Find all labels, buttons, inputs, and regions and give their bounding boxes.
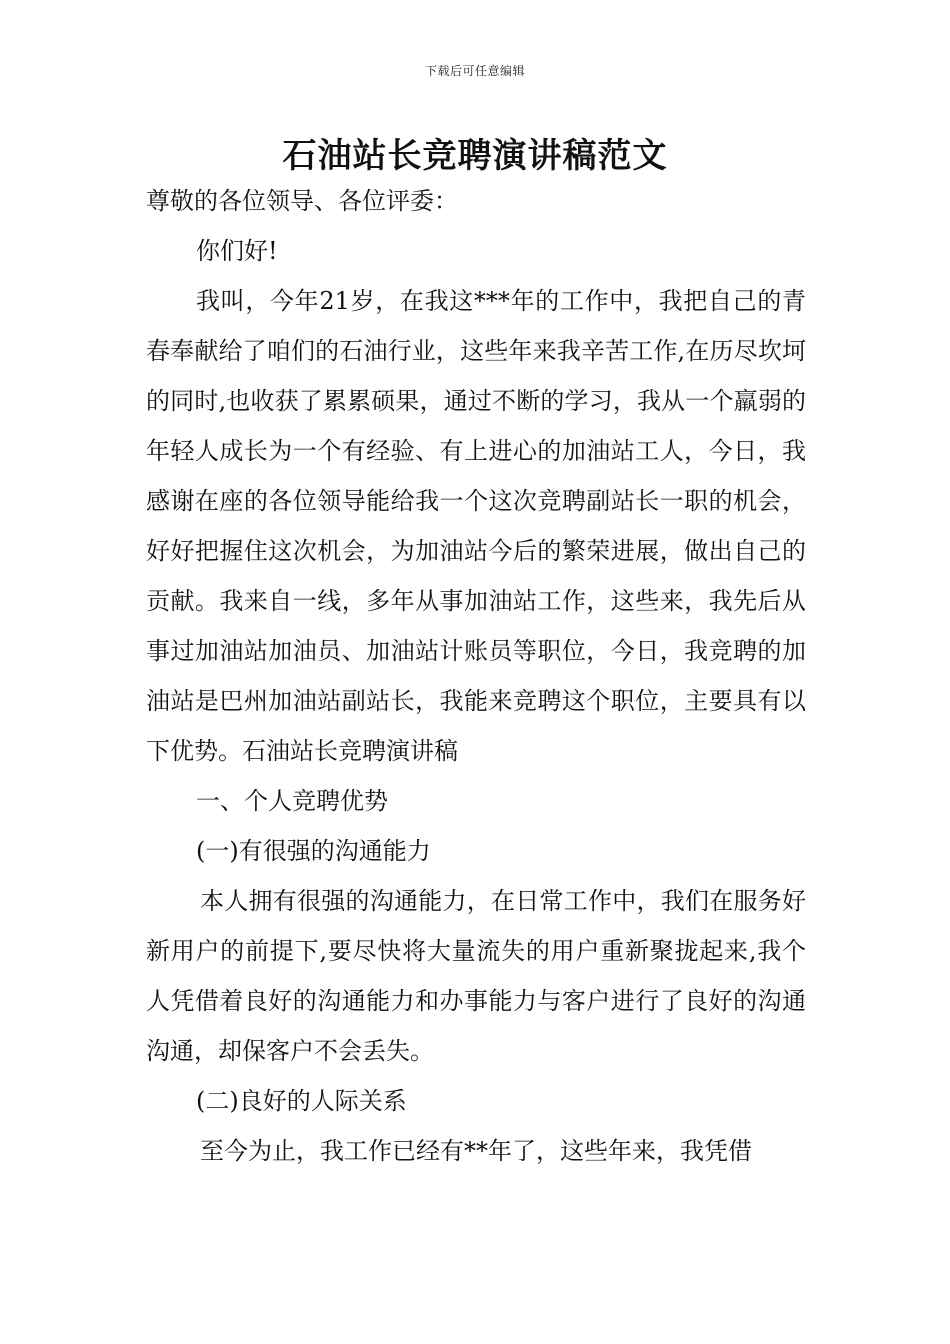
paragraph-intro: 我叫，今年21岁，在我这***年的工作中，我把自己的青春奉献给了咱们的石油行业，这些年来我辛苦工作,在历尽坎坷的同时,也收获了累累硕果，通过不断的学习，我从一个羸弱的年轻人成长为一个有经验、有上进心的加油站工人，今日，我感谢在座的各位领导能给我一个这次竞聘副站长一职的机会，好好把握住这次机会，为加油站今后的繁荣进展，做出自己的贡献。我来自一线，多年从事加油站工作，这些来，我先后从事过加油站加油员、加油站计账员等职位，今日，我竞聘的加油站是巴州加油站副站长，我能来竞聘这个职位，主要具有以下优势。石油站长竞聘演讲稿: [146, 287, 806, 765]
salutation: 尊敬的各位领导、各位评委：: [146, 187, 458, 215]
section-heading: 一、个人竞聘优势: [196, 787, 388, 815]
greeting: 你们好!: [196, 237, 278, 265]
document-title: 石油站长竞聘演讲稿范文: [282, 136, 668, 176]
document-body: [146, 176, 806, 1176]
subsection-heading: (二)良好的人际关系: [196, 1087, 407, 1115]
subsection-heading: (一)有很强的沟通能力: [196, 837, 431, 865]
header-note: 下载后可任意编辑: [424, 64, 525, 78]
paragraph-communication: 本人拥有很强的沟通能力，在日常工作中，我们在服务好新用户的前提下,要尽快将大量流失的用户重新聚拢起来,我个人凭借着良好的沟通能力和办事能力与客户进行了良好的沟通沟通，却保客户不会丢失。: [146, 887, 806, 1065]
paragraph-relations: 至今为止，我工作已经有**年了，这些年来，我凭借: [200, 1137, 752, 1165]
